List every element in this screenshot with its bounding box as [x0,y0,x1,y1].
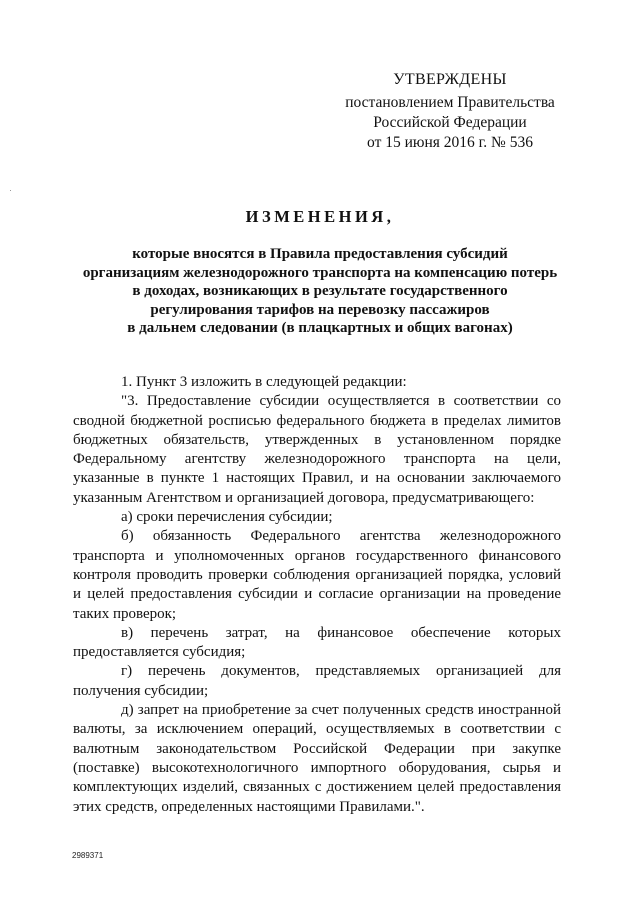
paragraph-clause-3 [73,392,561,508]
text-line: указанные в пункте 1 настоящих Правил, и на основании заключаемого [73,470,561,487]
document-subtitle [60,245,580,338]
text-line: таких проверок; [73,605,177,622]
text-line: контроля проводить проверки соблюдения организацией порядка, условий [73,566,561,583]
document-body [73,373,561,817]
text-line: валютным законодательством Российской Федерации при закупке [73,740,561,757]
text-line: этих средств, определенных настоящими Правилами.". [73,798,425,815]
subtitle-line: организациям железнодорожного транспорта на компенсацию потерь [82,264,558,281]
text-line: 1. Пункт 3 изложить в следующей редакции: [121,374,407,390]
paragraph-subitem-b [73,527,561,623]
text-line: г) перечень документов, представляемых организацией для [121,663,561,680]
text-line: Федеральному агентству железнодорожного транспорта на цели, [73,451,561,468]
text-line: бюджетных обязательств, утвержденных в установленном порядке [73,431,561,448]
text-line: получения субсидии; [73,682,209,699]
text-line: предоставляется субсидия; [73,644,246,661]
document-title: ИЗМЕНЕНИЯ, [245,207,395,226]
text-line: сводной бюджетной росписью федерального бюджета в пределах лимитов [73,412,561,429]
scan-speck [10,190,11,191]
text-line: валюты, за исключением операций, осуществляемых в соответствии с [73,721,561,738]
approval-heading: УТВЕРЖДЕНЫ [393,71,507,88]
text-line: б) обязанность Федерального агентства железнодорожного [121,528,561,545]
approval-line: постановлением Правительства [345,94,555,111]
text-line: транспорта и уполномоченных органов государственного финансового [73,547,561,564]
text-line: комплектующих изделий, связанных с достижением целей предоставления [73,779,561,796]
text-line: а) сроки перечисления субсидии; [121,509,333,526]
subtitle-line: в доходах, возникающих в результате государственного [132,283,508,299]
paragraph-subitem-g [73,662,561,701]
text-line: и целей предоставления субсидии и согласие организации на проведение [73,586,561,603]
subtitle-line: которые вносятся в Правила предоставления субсидий [132,246,508,262]
text-line: "3. Предоставление субсидии осуществляется в соответствии со [121,393,561,410]
text-line: д) запрет на приобретение за счет полученных средств иностранной [121,702,561,719]
approval-line: Российской Федерации [373,114,527,131]
text-line: в) перечень затрат, на финансовое обеспечение которых [121,624,561,641]
paragraph-subitem-v [73,624,561,663]
subtitle-line: регулирования тарифов на перевозку пассажиров [150,301,490,318]
paragraph-subitem-a [73,508,561,527]
subtitle-line: в дальнем следовании (в плацкартных и общих вагонах) [127,320,513,336]
paragraph-subitem-d [73,701,561,817]
approval-block [340,70,560,153]
text-line: указанным Агентством и организацией договора, предусматривающего: [73,489,535,506]
text-line: (поставке) высокотехнологичного импортного оборудования, сырья и [73,759,561,776]
paragraph-item-1 [73,373,561,392]
approval-date-number: от 15 июня 2016 г. № 536 [367,134,533,151]
document-code: 2989371 [72,851,104,860]
